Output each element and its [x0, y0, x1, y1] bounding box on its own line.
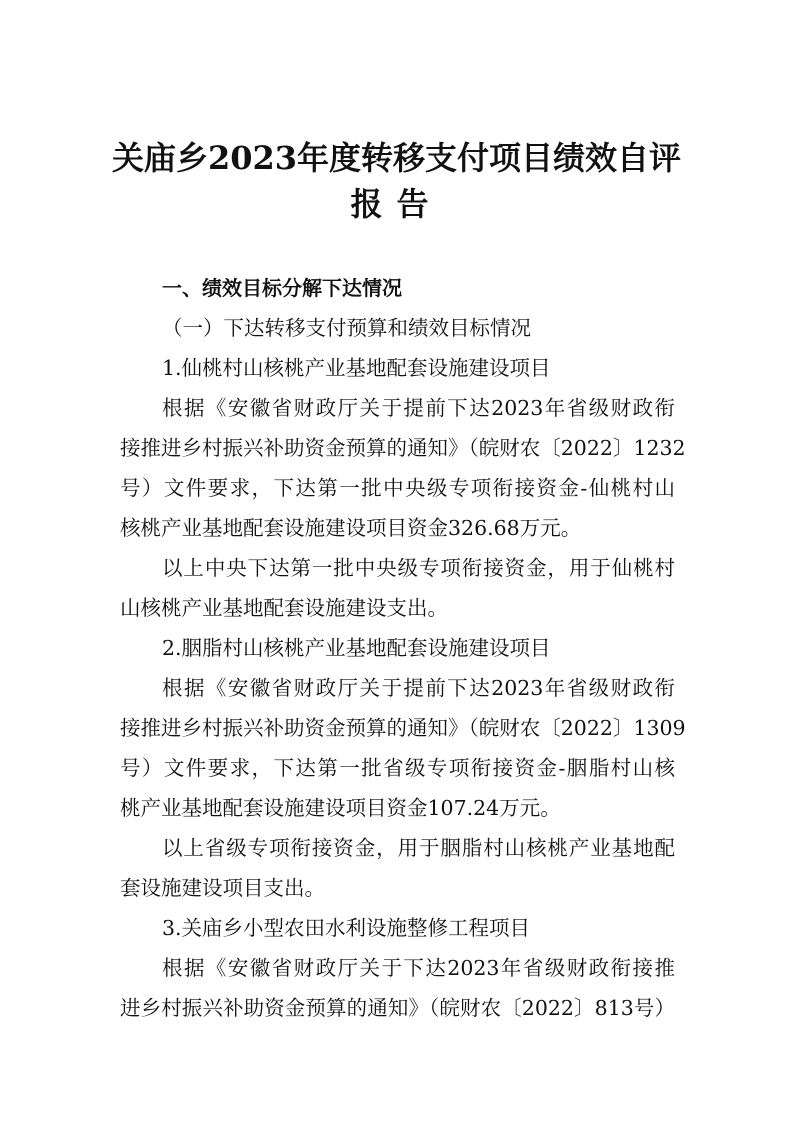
paragraph-line: 进乡村振兴补助资金预算的通知》（皖财农〔2022〕813号）	[120, 996, 675, 1020]
section-heading-1: 一、绩效目标分解下达情况	[162, 276, 402, 300]
item-heading-1: 1.仙桃村山核桃产业基地配套设施建设项目	[162, 356, 551, 380]
paragraph-line: 号）文件要求，下达第一批省级专项衔接资金-胭脂村山核	[120, 756, 675, 780]
paragraph-line: 核桃产业基地配套设施建设项目资金326.68万元。	[120, 516, 582, 540]
paragraph-line: 以上省级专项衔接资金，用于胭脂村山核桃产业基地配	[162, 836, 675, 860]
subsection-heading-1: （一）下达转移支付预算和绩效目标情况	[162, 316, 531, 340]
paragraph-line: 套设施建设项目支出。	[120, 876, 325, 900]
paragraph-line: 根据《安徽省财政厅关于提前下达2023年省级财政衔	[162, 396, 675, 420]
paragraph-line: 桃产业基地配套设施建设项目资金107.24万元。	[120, 796, 561, 820]
paragraph-line: 山核桃产业基地配套设施建设支出。	[120, 596, 448, 620]
paragraph-line: 根据《安徽省财政厅关于提前下达2023年省级财政衔	[162, 676, 675, 700]
paragraph-line: 接推进乡村振兴补助资金预算的通知》（皖财农〔2022〕1309	[120, 716, 686, 740]
item-heading-3: 3.关庙乡小型农田水利设施整修工程项目	[162, 916, 531, 940]
report-title-line-2: 报告	[350, 185, 443, 223]
paragraph-line: 接推进乡村振兴补助资金预算的通知》（皖财农〔2022〕1232	[120, 436, 686, 460]
report-title-line-1: 关庙乡2023年度转移支付项目绩效自评	[111, 139, 682, 177]
paragraph-line: 号）文件要求，下达第一批中央级专项衔接资金-仙桃村山	[120, 476, 675, 500]
paragraph-line: 以上中央下达第一批中央级专项衔接资金，用于仙桃村	[162, 556, 675, 580]
item-heading-2: 2.胭脂村山核桃产业基地配套设施建设项目	[162, 636, 551, 660]
paragraph-line: 根据《安徽省财政厅关于下达2023年省级财政衔接推	[162, 956, 675, 980]
